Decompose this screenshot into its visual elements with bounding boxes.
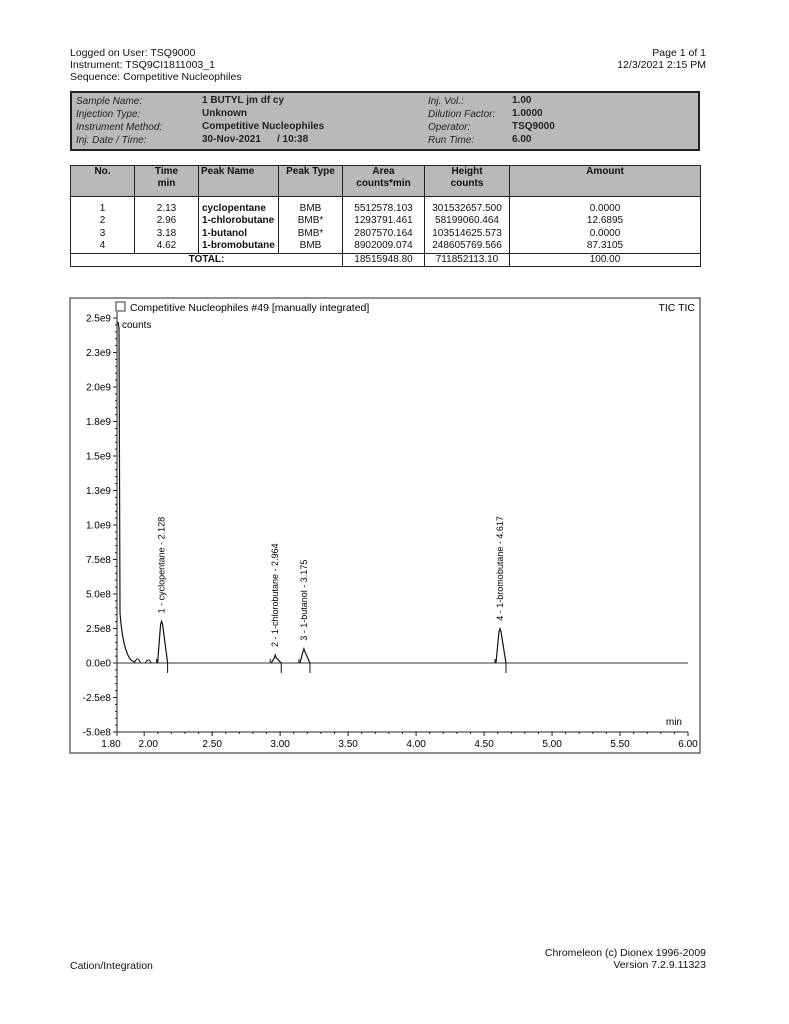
injection-type-value: Unknown [202, 108, 247, 119]
col-peak-name: Peak Name [199, 166, 279, 197]
dilution-label: Dilution Factor: [428, 109, 496, 120]
instrument-line: Instrument: TSQ9CI1811003_1 [70, 59, 215, 71]
y-tick-label: -5.0e8 [82, 727, 111, 739]
print-datetime: 12/3/2021 2:15 PM [617, 59, 706, 71]
x-tick-label: 1.80 [101, 739, 121, 750]
col-time: Time min [135, 166, 199, 197]
x-tick-label: 3.00 [270, 739, 290, 750]
total-amount: 100.00 [510, 253, 701, 267]
x-axis-label: min [665, 717, 682, 728]
total-area: 18515948.80 [343, 253, 425, 267]
operator-label: Operator: [428, 122, 471, 133]
total-label: TOTAL: [71, 253, 343, 267]
peak-label: 3 - 1-butanol - 3.175 [298, 559, 309, 641]
col-no: No. [71, 166, 135, 197]
col-amount: Amount [510, 166, 701, 197]
y-tick-label: 0.0e0 [85, 658, 111, 670]
col-peak-type: Peak Type [279, 166, 343, 197]
inj-date-value: 30-Nov-2021 [202, 134, 261, 145]
inj-vol-value: 1.00 [512, 95, 532, 106]
run-time-label: Run Time: [428, 135, 475, 146]
page-number: Page 1 of 1 [652, 47, 706, 59]
x-tick-label: 2.50 [202, 739, 222, 750]
col-height: Height counts [425, 166, 510, 197]
y-tick-label: 2.5e9 [85, 313, 111, 325]
table-row: 3 3.18 1-butanol BMB* 2807570.164 103514625.573 0.0000 [71, 228, 701, 241]
sequence-line: Sequence: Competitive Nucleophiles [70, 71, 242, 83]
chart-title: Competitive Nucleophiles #49 [manually integrated] [130, 302, 370, 314]
y-tick-label: 7.5e8 [85, 555, 111, 566]
peak-label: 4 - 1-bromobutane - 4.617 [494, 516, 505, 621]
x-tick-label: 6.00 [678, 739, 698, 750]
sample-name-value: 1 BUTYL jm df cy [202, 95, 285, 106]
inj-time-value: / 10:38 [277, 134, 309, 145]
x-tick-label: 3.50 [338, 739, 358, 750]
y-tick-label: 1.8e9 [85, 417, 111, 428]
chromatogram-icon [116, 302, 125, 311]
y-tick-label: 5.0e8 [85, 589, 111, 601]
dilution-value: 1.0000 [512, 108, 543, 119]
y-axis-label: counts [122, 320, 152, 331]
peak-label: 1 - cyclopentane - 2.128 [156, 516, 167, 614]
operator-value: TSQ9000 [512, 121, 555, 132]
inj-date-label: Inj. Date / Time: [76, 135, 147, 146]
logged-user: Logged on User: TSQ9000 [70, 47, 196, 59]
x-tick-label: 4.50 [474, 739, 494, 750]
table-row: 4 4.62 1-bromobutane BMB 8902009.074 248605769.566 87.3105 [71, 240, 701, 253]
y-tick-label: 2.0e9 [85, 382, 111, 394]
y-tick-label: 2.5e8 [85, 624, 111, 635]
trace-label: TIC TIC [658, 302, 695, 314]
inj-vol-label: Inj. Vol.: [428, 96, 464, 107]
sample-name-label: Sample Name: [76, 96, 143, 107]
y-tick-label: 2.3e9 [85, 348, 111, 359]
y-tick-label: -2.5e8 [82, 693, 111, 704]
x-tick-label: 5.00 [542, 739, 562, 750]
footer-version: Version 7.2.9.11323 [613, 959, 706, 971]
peak-label: 2 - 1-chlorobutane - 2.964 [270, 543, 281, 647]
total-height: 711852113.10 [425, 253, 510, 267]
run-time-value: 6.00 [512, 134, 532, 145]
x-tick-label: 5.50 [610, 739, 630, 750]
table-row: 1 2.13 cyclopentane BMB 5512578.103 301532657.500 0.0000 [71, 203, 701, 216]
y-tick-label: 1.5e9 [85, 451, 111, 463]
table-row: 2 2.96 1-chlorobutane BMB* 1293791.461 58199060.464 12.6895 [71, 215, 701, 228]
injection-type-label: Injection Type: [76, 109, 141, 120]
instrument-method-label: Instrument Method: [76, 122, 163, 133]
col-area: Area counts*min [343, 166, 425, 197]
instrument-method-value: Competitive Nucleophiles [202, 121, 325, 132]
y-tick-label: 1.0e9 [85, 520, 111, 532]
x-tick-label: 2.00 [138, 739, 158, 750]
footer-left: Cation/Integration [70, 960, 153, 972]
x-tick-label: 4.00 [406, 739, 426, 750]
footer-copyright: Chromeleon (c) Dionex 1996-2009 [544, 947, 706, 959]
y-tick-label: 1.3e9 [85, 486, 111, 497]
